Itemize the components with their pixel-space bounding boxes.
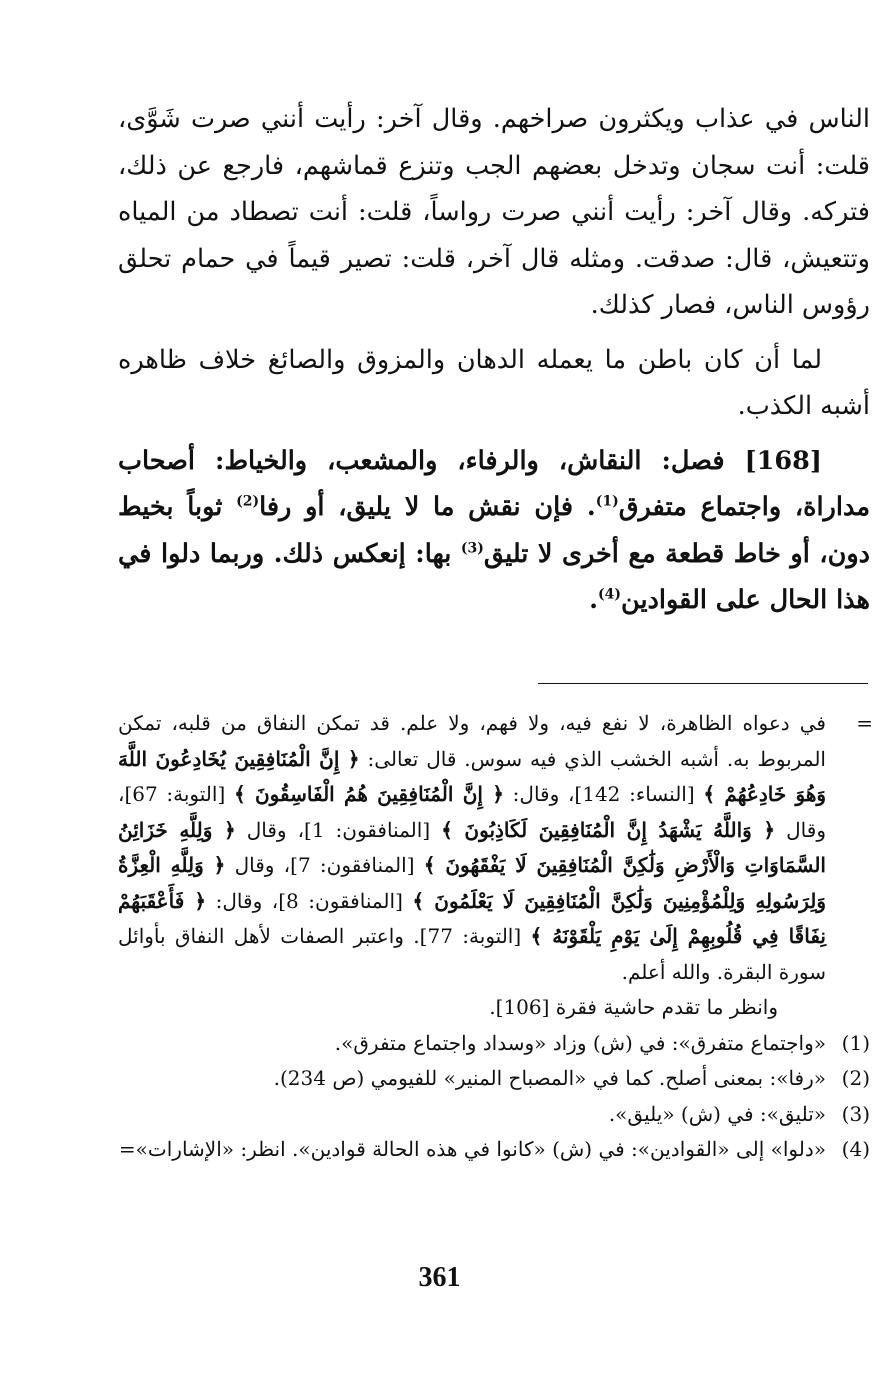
footnote-ref-2[interactable]: (2) [236,493,260,510]
footnote-ref-4[interactable]: (4) [598,586,622,603]
footnote-separator [538,683,868,684]
quran-verse: ﴿ فَأَعْقَبَهُمْ نِفَاقًا فِي قُلُوبِهِمْ إِلَىٰ يَوْمِ يَلْقَوْنَهُ ﴾ [118,888,827,948]
quran-verse: ﴿ وَاللَّهُ يَشْهَدُ إِنَّ الْمُنَافِقِينَ لَكَاذِبُونَ ﴾ [441,817,776,842]
footnote-3 [118,1097,870,1133]
footnote-1 [118,1026,870,1062]
footnote-continuation: في دعواه الظاهرة، لا نفع فيه، ولا فهم، ولا علم. قد تمكن النفاق من قلبه، تمكن المربوط به. أشبه الخشب الذي فيه سوس. قال تعالى: ﴿ إِنَّ الْمُنَافِقِينَ يُخَادِعُونَ اللَّهَ وَهُوَ خَادِعُهُمْ ﴾ [النساء: 142]، وقال: ﴿ إِنَّ الْمُنَافِقِينَ هُمُ الْفَاسِقُونَ ﴾ [التوبة: 67]، وقال ﴿ وَاللَّهُ يَشْهَدُ إِنَّ الْمُنَافِقِينَ لَكَاذِبُونَ ﴾ [المنافقون: 1]، وقال ﴿ وَلِلَّهِ خَزَائِنُ السَّمَاوَاتِ وَالْأَرْضِ وَلَٰكِنَّ الْمُنَافِقِينَ لَا يَفْقَهُونَ ﴾ [المنافقون: 7]، وقال ﴿ وَلِلَّهِ الْعِزَّةُ وَلِرَسُولِهِ وَلِلْمُؤْمِنِينَ وَلَٰكِنَّ الْمُنَافِقِينَ لَا يَعْلَمُونَ ﴾ [المنافقون: 8]، وقال: ﴿ فَأَعْقَبَهُمْ نِفَاقًا فِي قُلُوبِهِمْ إِلَىٰ يَوْمِ يَلْقَوْنَهُ ﴾ [التوبة: 77]. واعتبر الصفات لأهل النفاق بأوائل سورة البقرة. والله أعلم. [118,711,827,984]
section-168: [168] فصل: النقاش، والرفاء، والمشعب، والخياط: أصحاب مداراة، واجتماع متفرق$^{(1)}$. فإن نقش ما لا يليق، أو رفا$^{(2)}$ ثوباً بخيط دون، أو خاط قطعة مع أخرى لا تليق$^{(3)}$ بها: إنعكس ذلك. وربما دلوا في هذا الحال على القوادين$^{(4)}$. [118,445,870,615]
continuation-mark: = [856,711,873,735]
section-number: [168] [744,445,822,476]
section-title: فصل: النقاش، والرفاء، والمشعب، والخياط: [215,445,725,476]
footnotes [118,706,873,1168]
footnote-ref-3[interactable]: (3) [460,540,484,556]
quran-verse: ﴿ وَلِلَّهِ خَزَائِنُ السَّمَاوَاتِ وَالْأَرْضِ وَلَٰكِنَّ الْمُنَافِقِينَ لَا يَفْقَهُونَ ﴾ [118,817,826,877]
main-text [118,96,870,624]
footnote-number: (2) [841,1066,870,1090]
footnote-number: (1) [841,1030,870,1055]
see-also-note: وانظر ما تقدم حاشية فقرة [106]. [489,995,778,1019]
paragraph-1: الناس في عذاب ويكثرون صراخهم. وقال آخر: رأيت أنني صرت شَوَّى، قلت: أنت سجان وتدخل بعضهم الجب وتنزع قماشهم، فارجع عن ذلك، فتركه. وقال آخر: رأيت أنني صرت رواساً، قلت: أنت تصطاد من المياه وتتعيش، قال: صدقت. ومثله قال آخر، قلت: تصير قيماً في حمام تحلق رؤوس الناس، فصار كذلك. [118,104,870,320]
footnote-2 [118,1061,870,1097]
footnote-number: (3) [841,1101,870,1126]
footnote-ref-1[interactable]: (1) [595,493,619,510]
quran-verse: ﴿ إِنَّ الْمُنَافِقِينَ يُخَادِعُونَ اللَّهَ وَهُوَ خَادِعُهُمْ ﴾ [118,746,827,806]
footnote-text: «رفا»: بمعنى أصلح. كما في «المصباح المنير» للفيومي (ص 234). [273,1066,826,1090]
footnote-text: «دلوا» إلى «القوادين»: في (ش) «كانوا في هذه الحالة قوادين». انظر: «الإشارات»= [118,1137,826,1161]
paragraph-2: لما أن كان باطن ما يعمله الدهان والمزوق والصائغ خلاف ظاهره أشبه الكذب. [118,344,870,421]
quran-verse: ﴿ إِنَّ الْمُنَافِقِينَ هُمُ الْفَاسِقُونَ ﴾ [233,782,504,806]
page-number: 361 [418,1262,461,1293]
footnote-text: «تليق»: في (ش) «يليق». [608,1101,826,1126]
quran-verse: ﴿ وَلِلَّهِ الْعِزَّةُ وَلِرَسُولِهِ وَلِلْمُؤْمِنِينَ وَلَٰكِنَّ الْمُنَافِقِينَ لَا يَعْلَمُونَ ﴾ [118,853,827,913]
footnote-number: (4) [841,1137,870,1161]
footnote-text: «واجتماع متفرق»: في (ش) وزاد «وسداد واجتماع متفرق». [334,1030,826,1055]
footnote-4 [118,1132,870,1168]
